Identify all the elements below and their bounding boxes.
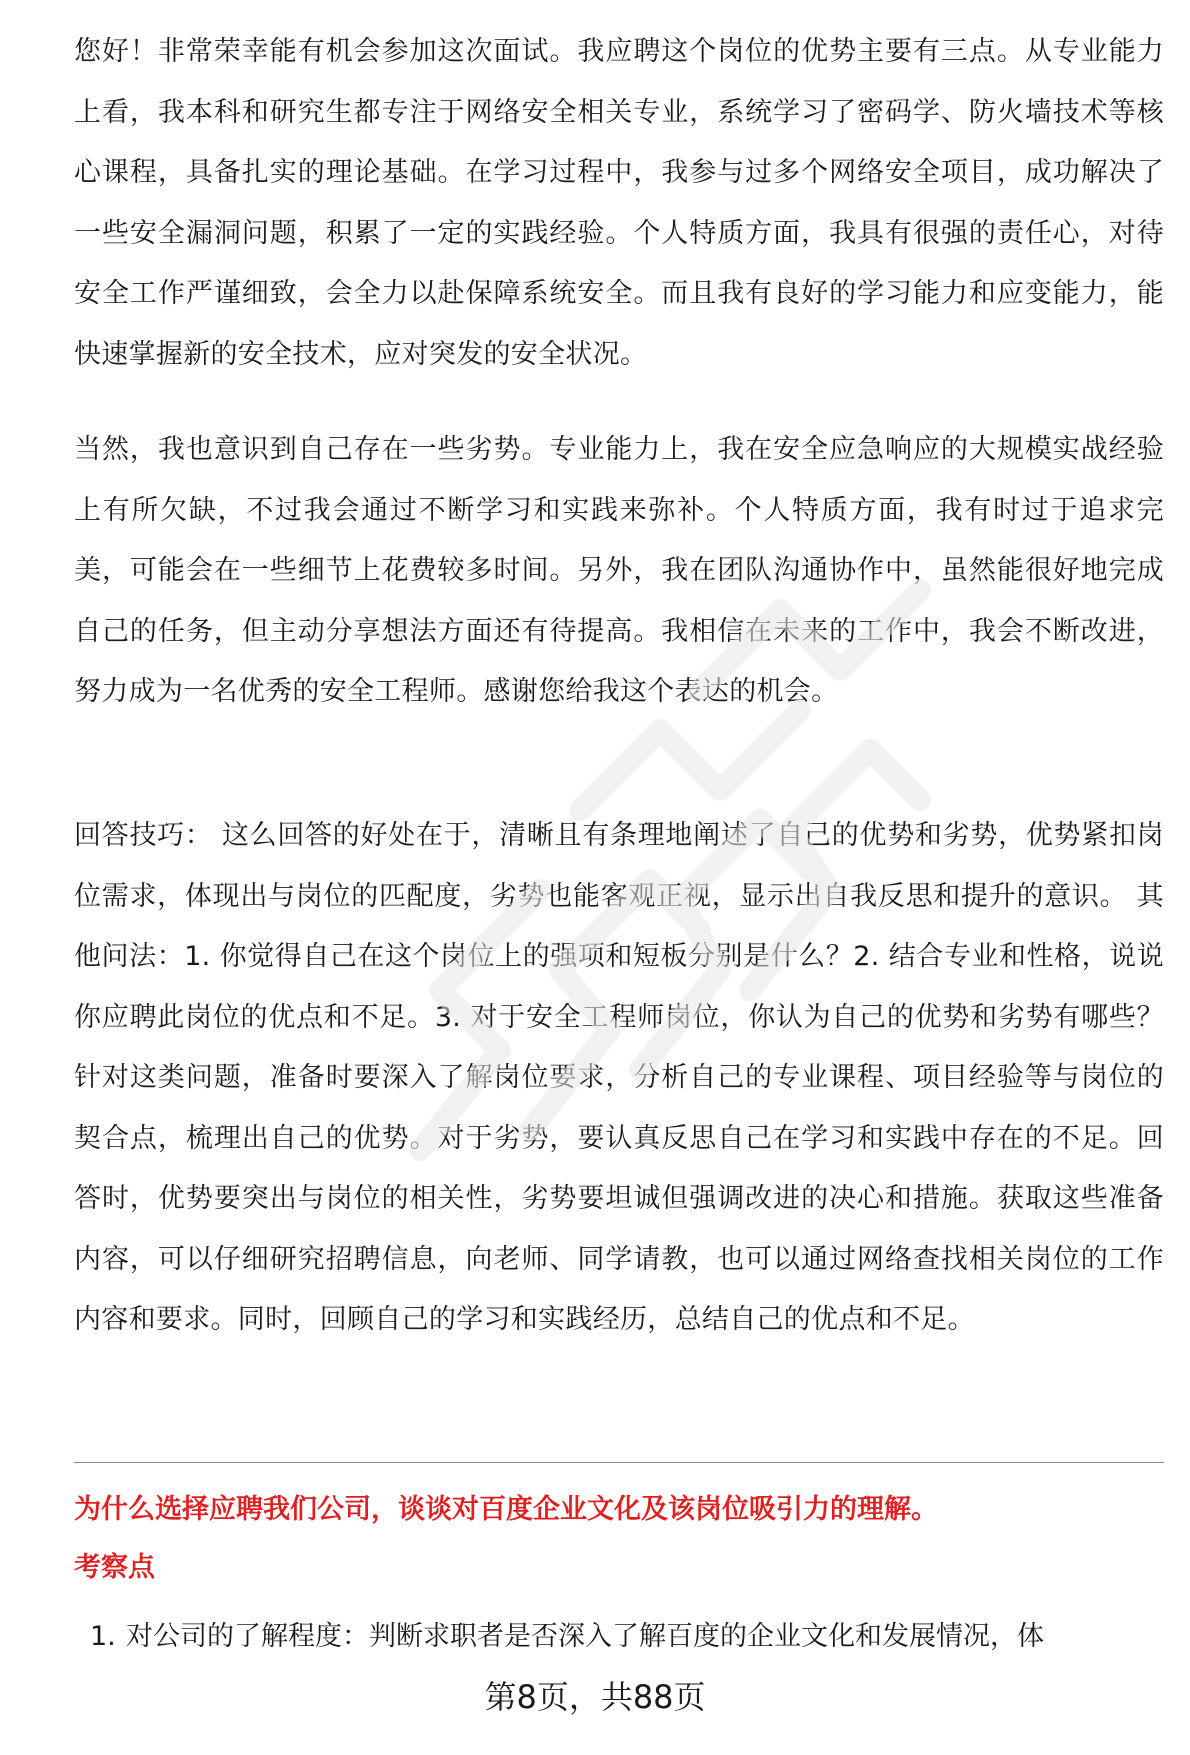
list-item-number: 1. xyxy=(90,1621,116,1652)
list-item-text: 对公司的了解程度：判断求职者是否深入了解百度的企业文化和发展情况，体 xyxy=(126,1621,1044,1652)
question-heading: 为什么选择应聘我们公司，谈谈对百度企业文化及该岗位吸引力的理解。 xyxy=(74,1494,938,1525)
assessment-points-label: 考察点 xyxy=(74,1552,155,1583)
page-number: 第8页，共88页 xyxy=(484,1678,706,1716)
answer-paragraph-weaknesses: 当然，我也意识到自己存在一些劣势。专业能力上，我在安全应急响应的大规模实战经验上有所欠缺，不过我会通过不断学习和实践来弥补。个人特质方面，我有时过于追求完美，可能会在一些细节上花费较多时间。另外，我在团队沟通协作中，虽然能很好地完成自己的任务，但主动分享想法方面还有待提高。我相信在未来的工作中，我会不断改进，努力成为一名优秀的安全工程师。感谢您给我这个表达的机会。 xyxy=(74,434,1164,707)
list-item xyxy=(90,1615,1164,1659)
section-divider xyxy=(74,1462,1164,1463)
answer-tips-paragraph: 回答技巧： 这么回答的好处在于，清晰且有条理地阐述了自己的优势和劣势，优势紧扣岗位需求，体现出与岗位的匹配度，劣势也能客观正视，显示出自我反思和提升的意识。 其他问法：1. 你觉得自己在这个岗位上的强项和短板分别是什么？2. 结合专业和性格，说说你应聘此岗位的优点和不足。3. 对于安全工程师岗位，你认为自己的优势和劣势有哪些？ 针对这类问题，准备时要深入了解岗位要求，分析自己的专业课程、项目经验等与岗位的契合点，梳理出自己的优势。对于劣势，要认真反思自己在学习和实践中存在的不足。回答时，优势要突出与岗位的相关性，劣势要坦诚但强调改进的决心和措施。获取这些准备内容，可以仔细研究招聘信息，向老师、同学请教，也可以通过网络查找相关岗位的工作内容和要求。同时，回顾自己的学习和实践经历，总结自己的优点和不足。 xyxy=(74,820,1164,1335)
answer-paragraph-strengths: 您好！非常荣幸能有机会参加这次面试。我应聘这个岗位的优势主要有三点。从专业能力上看，我本科和研究生都专注于网络安全相关专业，系统学习了密码学、防火墙技术等核心课程，具备扎实的理论基础。在学习过程中，我参与过多个网络安全项目，成功解决了一些安全漏洞问题，积累了一定的实践经验。个人特质方面，我具有很强的责任心，对待安全工作严谨细致，会全力以赴保障系统安全。而且我有良好的学习能力和应变能力，能快速掌握新的安全技术，应对突发的安全状况。 xyxy=(74,36,1164,370)
